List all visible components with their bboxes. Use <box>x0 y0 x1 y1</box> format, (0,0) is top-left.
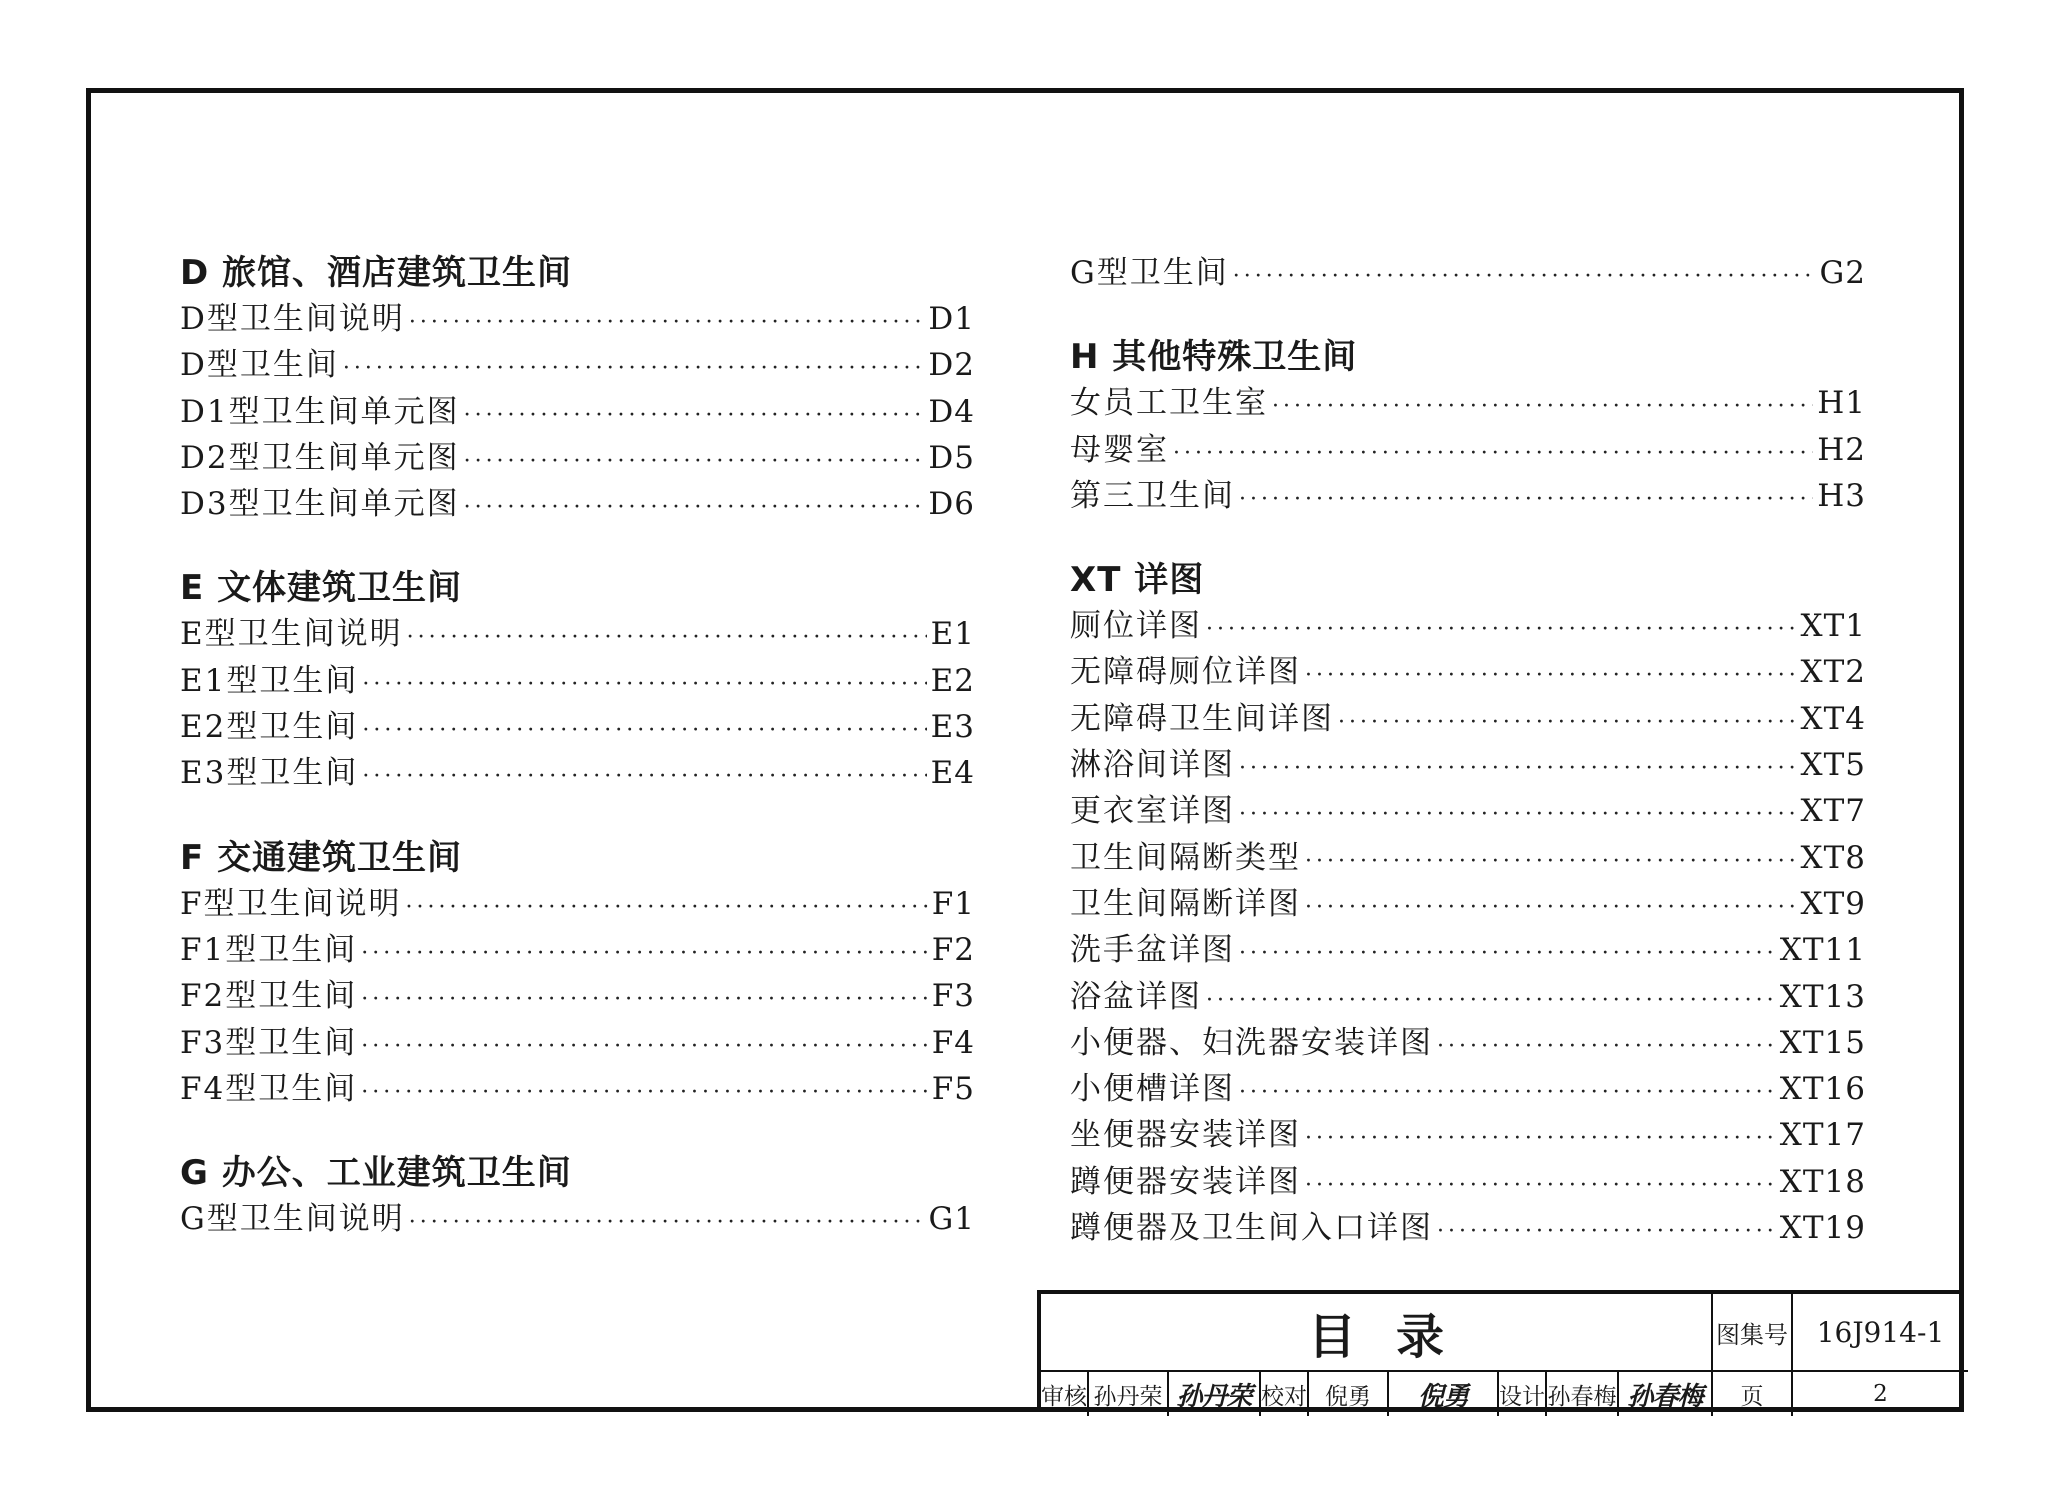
toc-entry-label: F3型卫生间 <box>180 1024 358 1061</box>
toc-right-column <box>1070 250 1866 1289</box>
toc-entry-label: 坐便器安装详图 <box>1070 1117 1301 1154</box>
toc-entry-page: G1 <box>928 1201 975 1238</box>
toc-entry-label: E型卫生间说明 <box>180 616 403 653</box>
toc-entry-label: 蹲便器及卫生间入口详图 <box>1070 1210 1433 1247</box>
dot-leader <box>362 754 926 800</box>
dot-leader <box>407 615 927 661</box>
design-label: 设计 <box>1499 1372 1547 1416</box>
section-title: XT 详图 <box>1070 560 1205 601</box>
dot-leader <box>1173 431 1813 477</box>
toc-entry-label: E1型卫生间 <box>180 662 359 699</box>
dot-leader <box>361 1024 928 1070</box>
toc-entry[interactable] <box>1070 881 1866 927</box>
toc-entry[interactable] <box>1070 1159 1866 1205</box>
toc-entry[interactable] <box>180 704 975 750</box>
toc-entry-label: 蹲便器安装详图 <box>1070 1163 1301 1200</box>
toc-entry-page: F4 <box>931 1024 975 1061</box>
dot-leader <box>409 300 925 346</box>
toc-entry[interactable] <box>180 881 975 927</box>
toc-entry-label: F型卫生间说明 <box>180 885 402 922</box>
atlas-number-label: 图集号 <box>1713 1294 1793 1372</box>
toc-entry-page: XT9 <box>1800 885 1866 922</box>
toc-entry-page: XT13 <box>1779 978 1866 1015</box>
toc-entry-label: 更衣室详图 <box>1070 793 1235 830</box>
dot-leader <box>361 1070 928 1116</box>
title-block <box>1037 1290 1964 1412</box>
toc-entry-page: XT15 <box>1779 1024 1866 1061</box>
toc-entry[interactable] <box>1070 742 1866 788</box>
toc-left-column <box>180 250 975 1280</box>
dot-leader <box>464 439 925 485</box>
section-title: G 办公、工业建筑卫生间 <box>180 1153 572 1194</box>
dot-leader <box>1239 477 1813 523</box>
dot-leader <box>1305 1163 1776 1209</box>
dot-leader <box>1338 700 1797 746</box>
design-name: 孙春梅 <box>1547 1372 1619 1416</box>
toc-entry-label: 浴盆详图 <box>1070 978 1202 1015</box>
dot-leader <box>1233 254 1816 300</box>
dot-leader <box>1239 792 1797 838</box>
toc-entry[interactable] <box>1070 380 1866 426</box>
toc-entry[interactable] <box>1070 649 1866 695</box>
toc-entry[interactable] <box>1070 427 1866 473</box>
toc-entry-page: XT18 <box>1779 1163 1866 1200</box>
toc-entry-label: F1型卫生间 <box>180 931 358 968</box>
toc-section <box>180 250 975 527</box>
toc-entry[interactable] <box>180 1066 975 1112</box>
toc-entry[interactable] <box>1070 927 1866 973</box>
toc-entry[interactable] <box>180 342 975 388</box>
toc-entry-page: F2 <box>931 931 975 968</box>
toc-entry[interactable] <box>180 750 975 796</box>
toc-entry-label: 洗手盆详图 <box>1070 932 1235 969</box>
toc-entry-page: G2 <box>1819 255 1866 291</box>
toc-entry[interactable] <box>1070 603 1866 649</box>
dot-leader <box>1437 1209 1776 1255</box>
toc-entry[interactable] <box>180 435 975 481</box>
toc-entry-label: 小便槽详图 <box>1070 1071 1235 1108</box>
toc-entry-label: D3型卫生间单元图 <box>180 486 460 523</box>
toc-entry[interactable] <box>180 927 975 973</box>
review-label: 审核 <box>1041 1372 1089 1416</box>
toc-entry-label: 女员工卫生室 <box>1070 385 1268 422</box>
toc-entry-page: XT1 <box>1800 608 1866 645</box>
toc-entry[interactable] <box>180 973 975 1019</box>
toc-entry-page: H3 <box>1817 477 1866 514</box>
toc-entry-page: D4 <box>928 393 975 430</box>
dot-leader <box>343 346 925 392</box>
toc-entry-page: XT16 <box>1779 1071 1866 1108</box>
document-title: 目录 <box>1041 1294 1713 1372</box>
dot-leader <box>362 708 926 754</box>
review-name: 孙丹荣 <box>1089 1372 1169 1416</box>
dot-leader <box>406 885 928 931</box>
section-title: H 其他特殊卫生间 <box>1070 337 1358 378</box>
toc-entry-label: 小便器、妇洗器安装详图 <box>1070 1024 1433 1061</box>
toc-entry-label: D型卫生间 <box>180 347 339 384</box>
toc-entry-page: D2 <box>928 347 975 384</box>
toc-entry-page: E2 <box>930 662 975 699</box>
toc-entry-page: XT17 <box>1779 1117 1866 1154</box>
toc-entry[interactable] <box>1070 974 1866 1020</box>
toc-entry-page: XT8 <box>1800 839 1866 876</box>
dot-leader <box>1272 384 1813 430</box>
toc-entry-label: F4型卫生间 <box>180 1070 358 1107</box>
dot-leader <box>361 931 928 977</box>
toc-section <box>1070 557 1866 1251</box>
toc-entry-page: XT5 <box>1800 747 1866 784</box>
toc-entry-label: F2型卫生间 <box>180 978 358 1015</box>
toc-entry-label: G型卫生间 <box>1070 255 1229 291</box>
dot-leader <box>1305 653 1797 699</box>
toc-entry-label: 淋浴间详图 <box>1070 747 1235 784</box>
toc-entry-label: 无障碍厕位详图 <box>1070 654 1301 691</box>
toc-entry-page: F3 <box>931 978 975 1015</box>
toc-entry[interactable] <box>180 296 975 342</box>
toc-entry[interactable] <box>180 1196 975 1242</box>
page-number: 2 <box>1873 1381 1888 1407</box>
toc-section <box>1070 250 1866 296</box>
dot-leader <box>1305 1116 1776 1162</box>
dot-leader <box>464 485 925 531</box>
toc-entry-label: E2型卫生间 <box>180 709 359 746</box>
dot-leader <box>1239 1070 1776 1116</box>
toc-entry-page: D1 <box>928 301 975 337</box>
check-label: 校对 <box>1261 1372 1309 1416</box>
toc-entry-page: F5 <box>931 1070 975 1107</box>
section-title: E 文体建筑卫生间 <box>180 568 463 609</box>
toc-entry-label: G型卫生间说明 <box>180 1201 405 1238</box>
toc-entry-page: XT2 <box>1800 654 1866 691</box>
toc-entry-label: 厕位详图 <box>1070 608 1202 645</box>
toc-entry-page: D5 <box>928 439 975 476</box>
dot-leader <box>1437 1024 1776 1070</box>
dot-leader <box>464 393 925 439</box>
toc-entry-label: 卫生间隔断详图 <box>1070 885 1301 922</box>
toc-entry-label: D型卫生间说明 <box>180 301 405 337</box>
toc-entry[interactable] <box>180 658 975 704</box>
toc-entry-label: 母婴室 <box>1070 431 1169 468</box>
toc-entry-page: D6 <box>928 486 975 523</box>
check-signature: 倪勇 <box>1389 1372 1499 1416</box>
dot-leader <box>409 1200 925 1246</box>
design-signature: 孙春梅 <box>1619 1372 1713 1416</box>
toc-entry[interactable] <box>1070 788 1866 834</box>
toc-entry[interactable] <box>180 1020 975 1066</box>
toc-entry[interactable] <box>180 611 975 657</box>
toc-entry-page: F1 <box>931 885 975 922</box>
toc-entry-page: XT19 <box>1779 1210 1866 1247</box>
toc-entry[interactable] <box>1070 1205 1866 1251</box>
toc-entry-label: 第三卫生间 <box>1070 477 1235 514</box>
toc-entry-page: XT11 <box>1779 932 1866 969</box>
dot-leader <box>362 662 926 708</box>
toc-entry-page: H2 <box>1817 431 1866 468</box>
toc-entry-label: 无障碍卫生间详图 <box>1070 700 1334 737</box>
toc-entry-page: E1 <box>930 616 975 653</box>
check-name: 倪勇 <box>1309 1372 1389 1416</box>
toc-entry[interactable] <box>1070 1020 1866 1066</box>
dot-leader <box>361 977 928 1023</box>
toc-entry[interactable] <box>180 389 975 435</box>
page-label: 页 <box>1713 1372 1793 1416</box>
toc-section <box>180 835 975 1112</box>
dot-leader <box>1305 885 1797 931</box>
dot-leader <box>1239 931 1776 977</box>
toc-section <box>180 1150 975 1242</box>
dot-leader <box>1305 839 1797 885</box>
dot-leader <box>1206 607 1797 653</box>
toc-entry[interactable] <box>1070 1112 1866 1158</box>
toc-entry-label: 卫生间隔断类型 <box>1070 839 1301 876</box>
toc-entry-label: D1型卫生间单元图 <box>180 393 460 430</box>
toc-entry-page: H1 <box>1817 385 1866 422</box>
toc-entry[interactable] <box>180 481 975 527</box>
toc-entry-page: E3 <box>930 709 975 746</box>
atlas-number-value: 16J914-1 <box>1793 1294 1968 1372</box>
toc-entry[interactable] <box>1070 835 1866 881</box>
section-title: D 旅馆、酒店建筑卫生间 <box>180 253 573 293</box>
toc-entry[interactable] <box>1070 1066 1866 1112</box>
toc-entry[interactable] <box>1070 250 1866 296</box>
toc-section <box>180 565 975 796</box>
toc-entry[interactable] <box>1070 696 1866 742</box>
toc-entry-page: XT7 <box>1800 793 1866 830</box>
toc-entry-label: E3型卫生间 <box>180 755 359 792</box>
toc-entry-label: D2型卫生间单元图 <box>180 439 460 476</box>
toc-entry-page: XT4 <box>1800 700 1866 737</box>
toc-entry-page: E4 <box>930 755 975 792</box>
section-title: F 交通建筑卫生间 <box>180 837 463 878</box>
dot-leader <box>1239 746 1797 792</box>
toc-section <box>1070 334 1866 519</box>
toc-entry[interactable] <box>1070 473 1866 519</box>
dot-leader <box>1206 978 1776 1024</box>
review-signature: 孙丹荣 <box>1169 1372 1261 1416</box>
